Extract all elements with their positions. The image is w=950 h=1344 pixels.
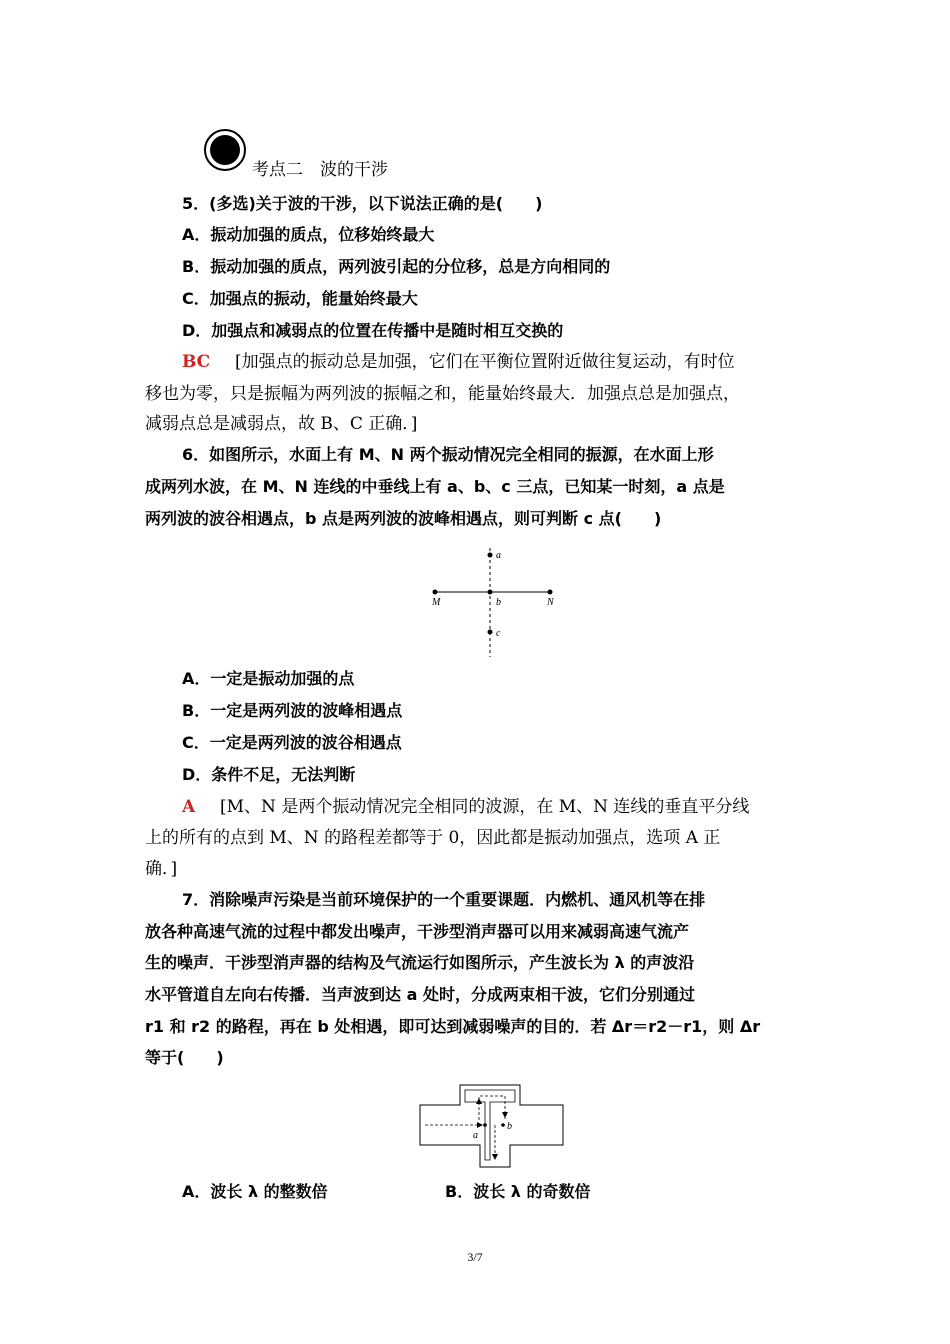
q6-option-c: C．一定是两列波的波谷相遇点: [182, 733, 402, 752]
point-b: [488, 590, 493, 595]
q6-explanation-text1: [M、N 是两个振动情况完全相同的波源，在 M、N 连线的垂直平分线: [220, 797, 750, 817]
point-n: [548, 590, 553, 595]
q6-explanation-line3: 确．]: [145, 859, 178, 879]
point-b: [501, 1123, 505, 1127]
q6-option-b: B．一定是两列波的波峰相遇点: [182, 701, 403, 720]
point-c: [488, 630, 493, 635]
q6-stem-line2: 成两列水波，在 M、N 连线的中垂线上有 a、b、c 三点，已知某一时刻，a 点是: [145, 477, 725, 496]
label-c: c: [496, 628, 501, 639]
q5-option-a: A．振动加强的质点，位移始终最大: [182, 225, 435, 244]
label-b: b: [496, 597, 501, 608]
q5-option-d: D．加强点和减弱点的位置在传播中是随时相互交换的: [182, 321, 564, 340]
q6-figure: [420, 545, 560, 660]
q6-stem-line1: 6．如图所示，水面上有 M、N 两个振动情况完全相同的振源，在水面上形: [182, 445, 714, 464]
q6-answer: A: [182, 797, 196, 817]
q6-explanation-line2: 上的所有的点到 M、N 的路程差都等于 0，因此都是振动加强点，选项 A 正: [145, 828, 721, 848]
q6-option-a: A．一定是振动加强的点: [182, 669, 355, 688]
q7-option-a: A．波长 λ 的整数倍: [182, 1182, 328, 1201]
q7-stem-line2: 放各种高速气流的过程中都发出噪声，干涉型消声器可以用来减弱高速气流产: [145, 922, 690, 941]
q7-stem-line6: 等于( ): [145, 1048, 224, 1067]
q5-option-b: B．振动加强的质点，两列波引起的分位移，总是方向相同的: [182, 257, 611, 276]
label-b: b: [507, 1121, 512, 1132]
label-n: N: [547, 597, 554, 608]
label-a: a: [496, 550, 501, 561]
label-a: a: [473, 1130, 478, 1141]
q7-stem-line3: 生的噪声．干涉型消声器的结构及气流运行如图所示，产生波长为 λ 的声波沿: [145, 953, 695, 972]
q7-option-b: B．波长 λ 的奇数倍: [445, 1182, 591, 1201]
q5-explanation-text1: [加强点的振动总是加强，它们在平衡位置附近做往复运动，有时位: [235, 352, 735, 372]
section-badge-icon: [203, 128, 247, 172]
q7-stem-line4: 水平管道自左向右传播．当声波到达 a 处时，分成两束相干波，它们分别通过: [145, 985, 695, 1004]
q7-silencer-figure: [415, 1080, 565, 1172]
q7-stem-line1: 7．消除噪声污染是当前环境保护的一个重要课题．内燃机、通风机等在排: [182, 890, 706, 909]
q5-option-c: C．加强点的振动，能量始终最大: [182, 289, 418, 308]
q5-answer: BC: [182, 352, 211, 372]
q7-stem-line5: r1 和 r2 的路程，再在 b 处相遇，即可达到减弱噪声的目的．若 Δr＝r2－r1，则 Δr: [145, 1017, 761, 1036]
point-a: [483, 1123, 487, 1127]
q5-explanation-line1: [182, 350, 735, 374]
silencer-outline: [420, 1085, 563, 1167]
section-title: 考点二 波的干涉: [252, 160, 388, 180]
q5-stem: 5．(多选)关于波的干涉，以下说法正确的是( ): [182, 194, 543, 213]
q6-explanation-line1: [182, 795, 749, 819]
q6-option-d: D．条件不足，无法判断: [182, 765, 356, 784]
q5-explanation-line2: 移也为零，只是振幅为两列波的振幅之和，能量始终最大．加强点总是加强点，: [145, 384, 740, 404]
point-m: [433, 590, 438, 595]
q6-stem-line3: 两列波的波谷相遇点，b 点是两列波的波峰相遇点，则可判断 c 点( ): [145, 509, 662, 528]
point-a: [488, 553, 493, 558]
q5-explanation-line3: 减弱点总是减弱点，故 B、C 正确．]: [145, 414, 418, 434]
label-m: M: [432, 597, 441, 608]
page-number: 3/7: [467, 1250, 483, 1264]
